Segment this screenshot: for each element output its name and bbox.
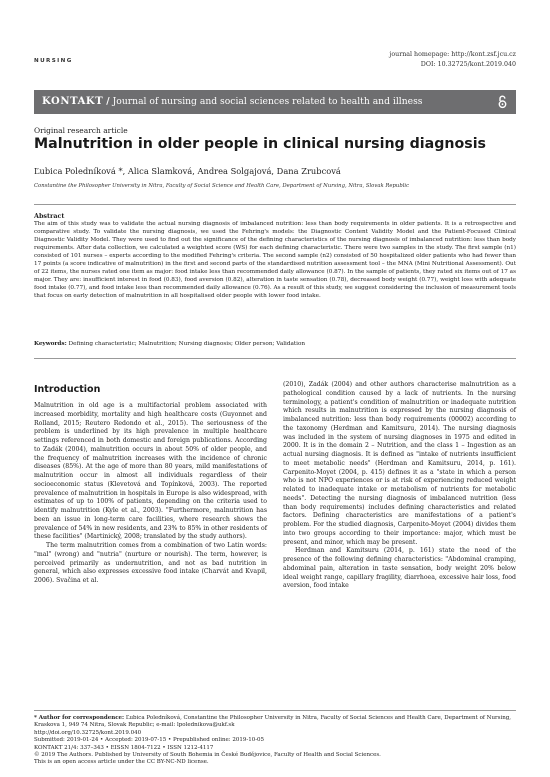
abstract-text: The aim of this study was to validate the actual nursing diagnosis of imbalanced nutrition: less than body requirements in older patients. It is a retrospective and comparative study. To validate the nursing diagnosis, we used the Fehring's models: the Diagnostic Content Validity Model and the Patient-Focused Clinical Diagnostic Validity Model. They were used to find out the significance of the defining characteristics of the nursing diagnosis of imbalanced nutrition: less than body requirements. After data collection, we calculated a weighted score (WS) for each defining characteristic. There were two samples in the study. The first sample (n1) consisted of 101 nurses – experts according to the modified Fehring's criteria. The second sample (n2) consisted of 50 hospitalized older patients who had fewer than 17 points (a score indicative of malnutrition) in the first and second parts of the standardised nutrition assessment tool – the MNA (Mini Nutritional Assessment). Out of 22 items, the nurses rated one item as major: food intake less than recommended daily allowance (0.87). In the sample of patients, they rated six items out of 17 as major. They are: insufficient interest in food (0.83), food aversion (0.82), alteration in taste sensation (0.78), decreased body weight (0.77), weight loss with adequate food intake (0.77), and food intake less than recommended daily allowance (0.76). As a result of this study, we suggest considering the inclusion of measurement tools that focus on early detection of malnutrition in all hospitalised older people with lower food intake. xyxy=(34,221,516,300)
introduction-heading: Introduction xyxy=(34,384,101,395)
doi-link[interactable]: DOI: 10.32725/kont.2019.040 xyxy=(420,60,516,68)
intro-paragraph-2: The term malnutrition comes from a combination of two Latin words: "mal" (wrong) and "nutria" (nurture or nourish). The term, however, is perceived primarily as undernutrition, and not as bad nutrition in general, which also expresses excessive food intake (Charvát and Kvapil, 2006). Svačina et al. xyxy=(34,542,267,584)
left-column xyxy=(34,402,267,586)
header-divider xyxy=(34,204,516,205)
footer-doi-link[interactable]: http://doi.org/10.32725/kont.2019.040 xyxy=(34,729,142,736)
correspondence-label: * Author for correspondence: xyxy=(34,715,125,721)
correspondence-text: Ľubica Poledníková, Constantine the Philosopher University in Nitra, Faculty of Social Sciences and Health Care, Department of Nursing, Kraskova 1, 949 74 Nitra, Slovak Republic; e-mail: lpolednikova@ukf.sk xyxy=(34,715,512,729)
open-access-icon xyxy=(497,95,508,109)
license-notice: This is an open access article under the CC BY-NC-ND license. xyxy=(34,759,209,766)
section-label: NURSING xyxy=(34,58,73,64)
journal-links xyxy=(389,50,516,69)
copyright-notice: © 2019 The Authors. Published by University of South Bohemia in České Budějovice, Faculty of Health and Social Sciences. xyxy=(34,752,381,759)
article-type: Original research article xyxy=(34,126,128,135)
correspondence-note xyxy=(34,715,516,730)
article-footer xyxy=(34,715,516,767)
page-header xyxy=(34,50,516,84)
author-list: Ľubica Poledníková *, Alica Slamková, Andrea Solgajová, Dana Zrubcová xyxy=(34,166,341,176)
intro-paragraph-1: Malnutrition in old age is a multifactorial problem associated with increased morbidity, mortality and high healthcare costs (Guyonnet and Rolland, 2015; Reutero Redondo et al., 2015). The seriousness of the problem is underlined by its high prevalence in multiple healthcare settings referenced in both domestic and foreign publications. According to Zadák (2004), malnutrition occurs in about 50% of older people, and the frequency of malnutrition increases with the incidence of chronic diseases (85%). At the age of more than 80 years, mild manifestations of malnutrition occur in almost all individuals regardless of their socioeconomic status (Klevetová and Topínková, 2003). The reported prevalence of malnutrition in hospitals in Europe is also widespread, with estimates of up to 100% of patients, depending on the criteria used to identify malnutrition (Kyle et al., 2003). "Furthermore, malnutrition has been an issue in long-term care facilities, where research shows the prevalence of 54% in new residents, and 23% to 85% in other residents of these facilities" (Martinický, 2008; translated by the study authors). xyxy=(34,402,267,541)
journal-banner xyxy=(34,90,516,114)
journal-homepage-link[interactable]: journal homepage: http://kont.zsf.jcu.cz xyxy=(389,51,516,58)
intro-paragraph-4: Herdman and Kamitsuru (2014, p. 161) state the need of the presence of the following defining characteristics: "Abdominal cramping, abdominal pain, alteration in taste sensation, body weight 20% below ideal weight range, capillary fragility, diarrhoea, excessive hair loss, food aversion, food intake xyxy=(283,547,516,590)
submission-dates: Submitted: 2019-01-24 • Accepted: 2019-07-15 • Prepublished online: 2019-10-05 xyxy=(34,737,265,744)
footer-divider xyxy=(34,710,516,711)
right-column xyxy=(283,381,516,591)
journal-subtitle: Journal of nursing and social sciences related to health and illness xyxy=(112,96,423,107)
author-affiliation: Constantine the Philosopher University in Nitra, Faculty of Social Science and Health Care, Department of Nursing, Nitra, Slovak Republic xyxy=(34,183,410,189)
banner-separator: / xyxy=(106,96,110,107)
intro-paragraph-3: (2010), Zadák (2004) and other authors characterise malnutrition as a pathological condition caused by a lack of nutrients. In the nursing terminology, a patient's condition of malnutrition or inadequate nutrition which results in malnutrition is expressed by the nursing diagnosis of imbalanced nutrition: less than body requirements (00002) according to the taxonomy (Herdman and Kamitsuru, 2014). The nursing diagnosis was included in the system of nursing diagnoses in 1975 and edited in 2000. It is in the domain 2 – Nutrition, and the class 1 – Ingestion as an actual nursing diagnosis. It is defined as "intake of nutrients insufficient to meet metabolic needs" (Herdman and Kamitsuru, 2014, p. 161). Carpenito-Moyet (2004, p. 415) defines it as a "state in which a person who is not NPO experiences or is at risk of experiencing reduced weight related to inadequate intake or metabolism of nutrients for metabolic needs". Detecting the nursing diagnosis of imbalanced nutrition (less than body requirements) includes defining characteristics and related factors. Defining characteristics are manifestations of a patient's problem. For the studied diagnosis, Carpenito-Moyet (2004) divides them into two groups according to their importance: major, which must be present, and minor, which may be present. xyxy=(283,381,516,546)
citation-info: KONTAKT 21/4: 337–343 • EISSN 1804-7122 • ISSN 1212-4117 xyxy=(34,744,214,751)
abstract-heading: Abstract xyxy=(34,212,65,220)
abstract-divider xyxy=(34,358,516,359)
article-title: Malnutrition in older people in clinical nursing diagnosis xyxy=(34,136,486,152)
keywords-line xyxy=(34,341,516,347)
keywords-label: Keywords: xyxy=(34,341,67,347)
journal-name: KONTAKT xyxy=(42,96,104,107)
keywords-text: Defining characteristic; Malnutrition; Nursing diagnosis; Older person; Validation xyxy=(68,341,306,347)
banner-title xyxy=(42,96,423,107)
